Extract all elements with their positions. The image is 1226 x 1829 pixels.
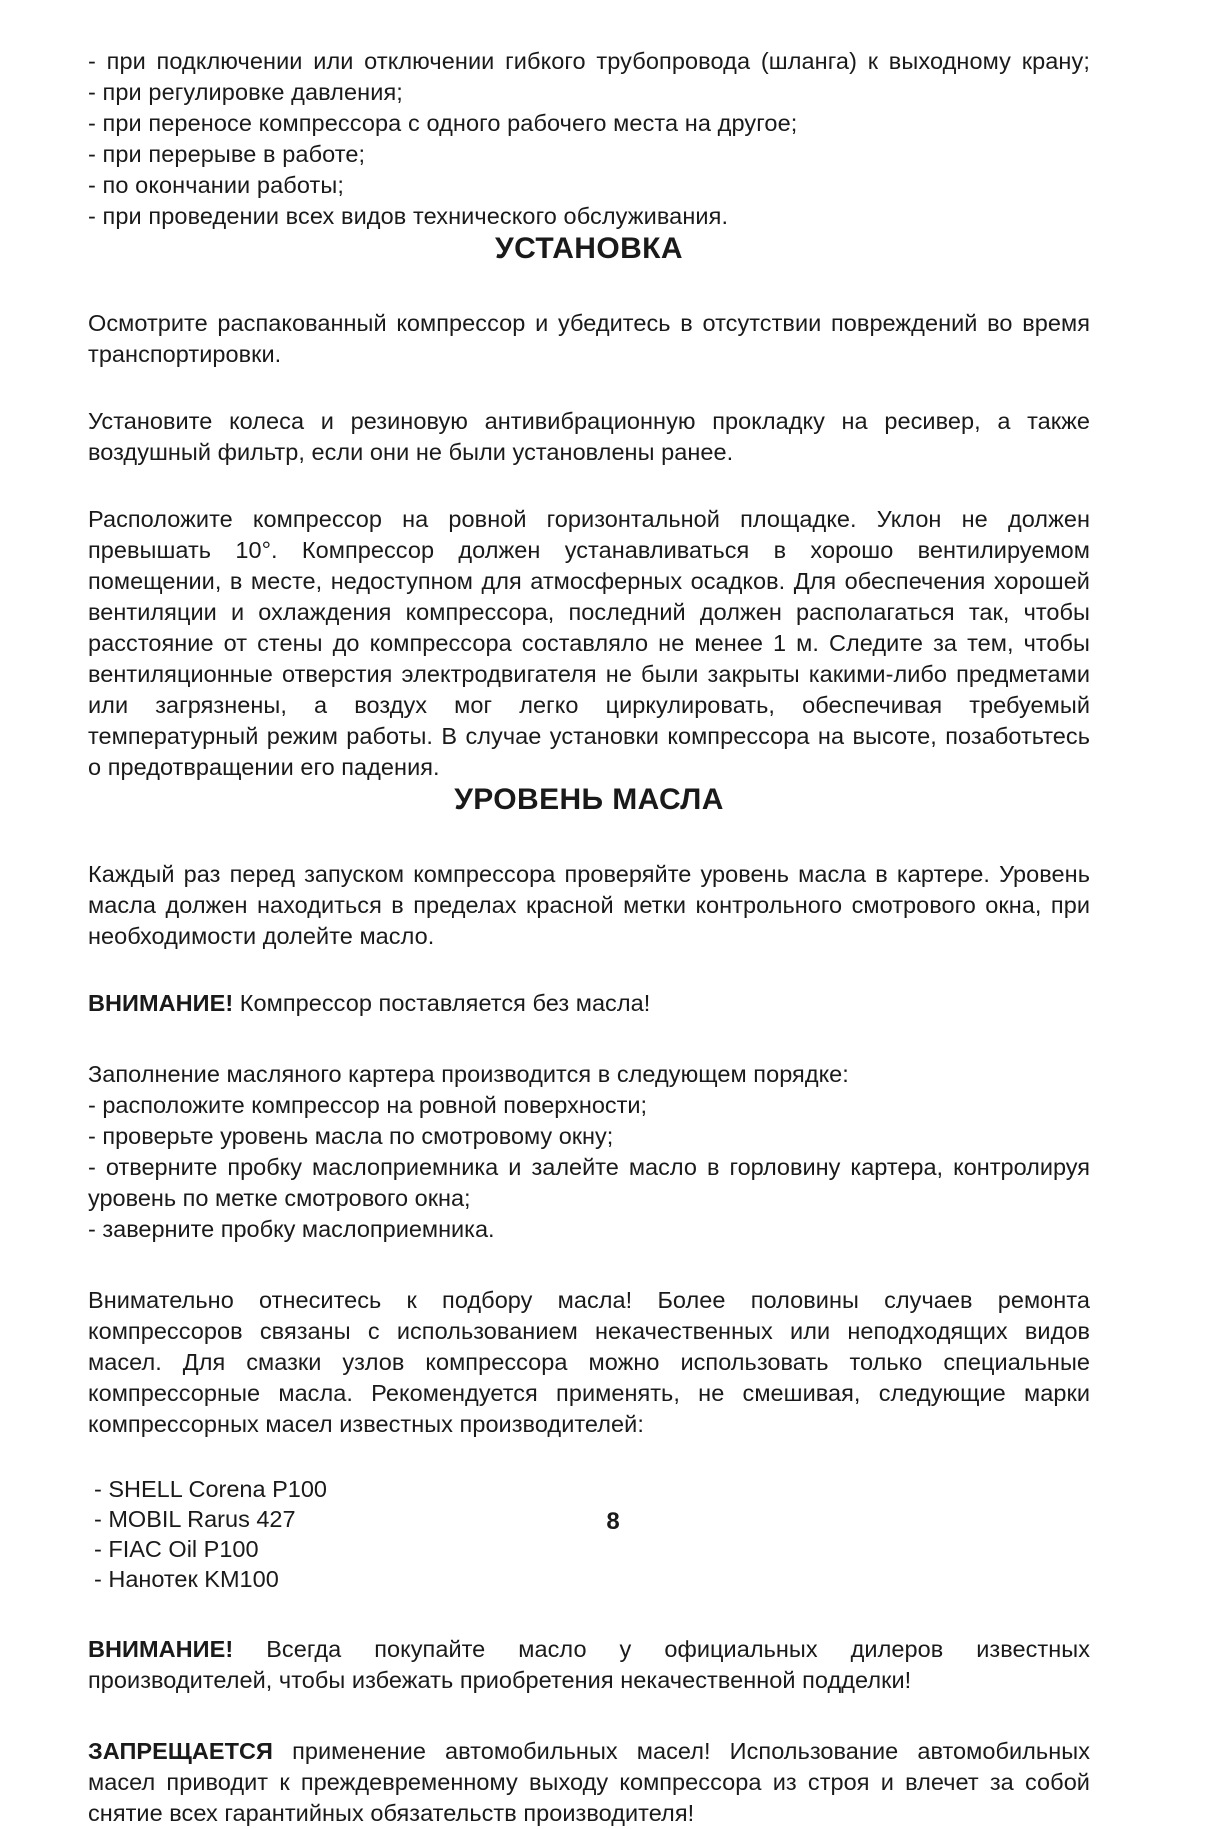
spacer [88,370,1090,406]
safety-conditions-list [88,46,1090,232]
list-item: - по окончании работы; [88,172,344,198]
list-item: - при переносе компрессора с одного рабочего места на другое; [88,110,798,136]
section-heading-installation: УСТАНОВКА [495,232,683,265]
spacer [88,1245,1090,1285]
warning-text: Всегда покупайте масло у официальных дилеров известных производителей, чтобы избежать приобретения некачественной подделки! [88,1636,1090,1693]
list-item: - при регулировке давления; [88,79,403,105]
spacer [88,1696,1090,1736]
prohibition-text: применение автомобильных масел! Использование автомобильных масел приводит к преждевременному выходу компрессора из строя и влечет за собой снятие всех гарантийных обязательств производителя! [88,1738,1090,1826]
list-item: - при проведении всех видов технического обслуживания. [88,203,729,229]
spacer [88,266,1090,308]
paragraph-check-oil-level: Каждый раз перед запуском компрессора проверяйте уровень масла в картере. Уровень масла должен находиться в пределах красной метки контрольного смотрового окна, при необходимости долейте масло. [88,861,1090,949]
spacer [88,1594,1090,1634]
list-item: - при подключении или отключении гибкого трубопровода (шланга) к выходному крану; [88,48,1090,74]
spacer [88,468,1090,504]
spacer [88,952,1090,988]
list-item: - Нанотек KM100 [94,1566,279,1592]
list-item: - MOBIL Rarus 427 [94,1506,296,1532]
warning-text: Компрессор поставляется без масла! [233,990,651,1016]
warning-no-automotive-oil [88,1736,1090,1829]
paragraph-filling-procedure-intro: Заполнение масляного картера производится в следующем порядке: [88,1061,849,1087]
paragraph-oil-selection: Внимательно отнеситесь к подбору масла! Более половины случаев ремонта компрессоров связаны с использованием некачественных или неподходящих видов масел. Для смазки узлов компрессора можно использовать только специальные компрессорные масла. Рекомендуется применять, не смешивая, следующие марки компрессорных масел известных производителей: [88,1287,1090,1437]
warning-label: ВНИМАНИЕ! [88,1636,234,1662]
warning-buy-from-dealers [88,1634,1090,1696]
paragraph-install-wheels: Установите колеса и резиновую антивибрационную прокладку на ресивер, а также воздушный фильтр, если они не были установлены ранее. [88,408,1090,465]
list-item: - SHELL Corena P100 [94,1476,327,1502]
paragraph-placement-requirements: Расположите компрессор на ровной горизонтальной площадке. Уклон не должен превышать 10°. Компрессор должен устанавливаться в хорошо вентилируемом помещении, в месте, недоступном для атмосферных осадков. Для обеспечения хорошей вентиляции и охлаждения компрессора, последний должен располагаться так, чтобы расстояние от стены до компрессора составляло не менее 1 м. Следите за тем, чтобы вентиляционные отверстия электродвигателя не были закрыты какими-либо предметами или загрязнены, а воздух мог легко циркулировать, обеспечивая требуемый температурный режим работы. В случае установки компрессора на высоте, позаботьтесь о предотвращении его падения. [88,506,1090,780]
warning-label: ВНИМАНИЕ! [88,990,234,1016]
list-item: - при перерыве в работе; [88,141,366,167]
section-heading-oil-level: УРОВЕНЬ МАСЛА [454,783,724,816]
oil-filling-procedure-list [88,1090,1090,1245]
list-item: - заверните пробку маслоприемника. [88,1216,495,1242]
document-body [88,46,1090,1829]
list-item: - проверьте уровень масла по смотровому окну; [88,1123,614,1149]
list-item: - отверните пробку маслоприемника и залейте масло в горловину картера, контролируя уровень по метке смотрового окна; [88,1154,1090,1211]
warning-shipped-without-oil [88,988,1090,1019]
spacer [88,1019,1090,1059]
spacer [88,1440,1090,1474]
list-item: - FIAC Oil P100 [94,1536,259,1562]
page-number: 8 [606,1508,620,1535]
list-item: - расположите компрессор на ровной поверхности; [88,1092,648,1118]
prohibition-label: ЗАПРЕЩАЕТСЯ [88,1738,273,1764]
paragraph-inspect-unpacked: Осмотрите распакованный компрессор и убедитесь в отсутствии повреждений во время транспортировки. [88,310,1090,367]
spacer [88,817,1090,859]
